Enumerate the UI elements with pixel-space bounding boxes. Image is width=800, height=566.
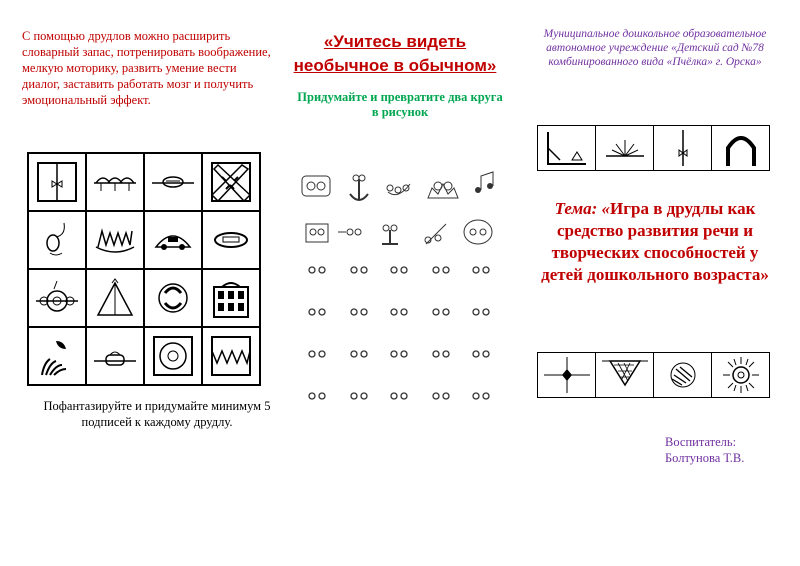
example-notes bbox=[475, 172, 493, 193]
droodle-plant bbox=[28, 327, 86, 385]
droodle-door-bow bbox=[28, 153, 86, 211]
droodle-sunburst bbox=[712, 353, 769, 397]
topic-prefix: Тема: « bbox=[554, 199, 611, 218]
droodle-boat bbox=[144, 153, 202, 211]
empty-circle-pairs bbox=[309, 267, 489, 399]
example-stand bbox=[382, 225, 398, 244]
example-glasses bbox=[338, 229, 361, 235]
example-crown bbox=[428, 182, 458, 198]
example-beads bbox=[387, 184, 410, 195]
droodle-recycle bbox=[144, 269, 202, 327]
droodle-car bbox=[144, 211, 202, 269]
droodle-cross bbox=[202, 153, 260, 211]
droodle-teeth bbox=[202, 327, 260, 385]
example-ladybug bbox=[464, 220, 492, 244]
droodle-balloon bbox=[28, 211, 86, 269]
example-cassette bbox=[302, 176, 330, 196]
teacher-label: Воспитатель: bbox=[665, 435, 737, 449]
teacher-info bbox=[665, 434, 744, 466]
droodle-triangle bbox=[86, 269, 144, 327]
example-bow bbox=[306, 224, 328, 242]
droodle-strip-top bbox=[537, 125, 770, 171]
example-scooter bbox=[425, 224, 446, 244]
droodle-basket bbox=[86, 211, 144, 269]
page-heading: «Учитесь видеть необычное в обычном» bbox=[293, 32, 497, 75]
droodle-frame bbox=[144, 327, 202, 385]
droodle-shop bbox=[202, 269, 260, 327]
droodle-window-cross bbox=[538, 353, 596, 397]
droodle-chain bbox=[86, 327, 144, 385]
task-subheading: Придумайте и превратите два круга в рисунок bbox=[297, 90, 503, 119]
intro-text: С помощью друдлов можно расширить словарный запас, потренировать воображение, мелкую моторику, развить умение вести диалог, заставить работать мозг и получить эмоциональный эффект. bbox=[22, 29, 271, 107]
teacher-name: Болтунова Т.В. bbox=[665, 451, 745, 465]
two-circles-grid bbox=[298, 170, 508, 410]
droodle-strip-bottom bbox=[537, 352, 770, 398]
example-anchor bbox=[350, 175, 368, 200]
droodle-arch bbox=[712, 126, 769, 170]
droodle-caption: Пофантазируйте и придумайте минимум 5 подписей к каждому друдлу. bbox=[43, 399, 271, 429]
droodle-triangle-net bbox=[596, 353, 654, 397]
organization-name: Муниципальное дошкольное образовательное автономное учреждение «Детский сад №78 комбинированного вида «Пчёлка» г. Орска» bbox=[543, 28, 767, 68]
droodle-capsule bbox=[202, 211, 260, 269]
topic-title bbox=[530, 198, 780, 286]
droodle-sail bbox=[538, 126, 596, 170]
topic-text: Игра в друдлы как средство развития речи и творческих способностей у детей дошкольного возраста» bbox=[541, 199, 769, 284]
droodle-umbrellas bbox=[86, 153, 144, 211]
droodle-face bbox=[28, 269, 86, 327]
droodle-grid bbox=[27, 152, 261, 386]
droodle-sun-line bbox=[596, 126, 654, 170]
droodle-ball bbox=[654, 353, 712, 397]
droodle-door-small bbox=[654, 126, 712, 170]
